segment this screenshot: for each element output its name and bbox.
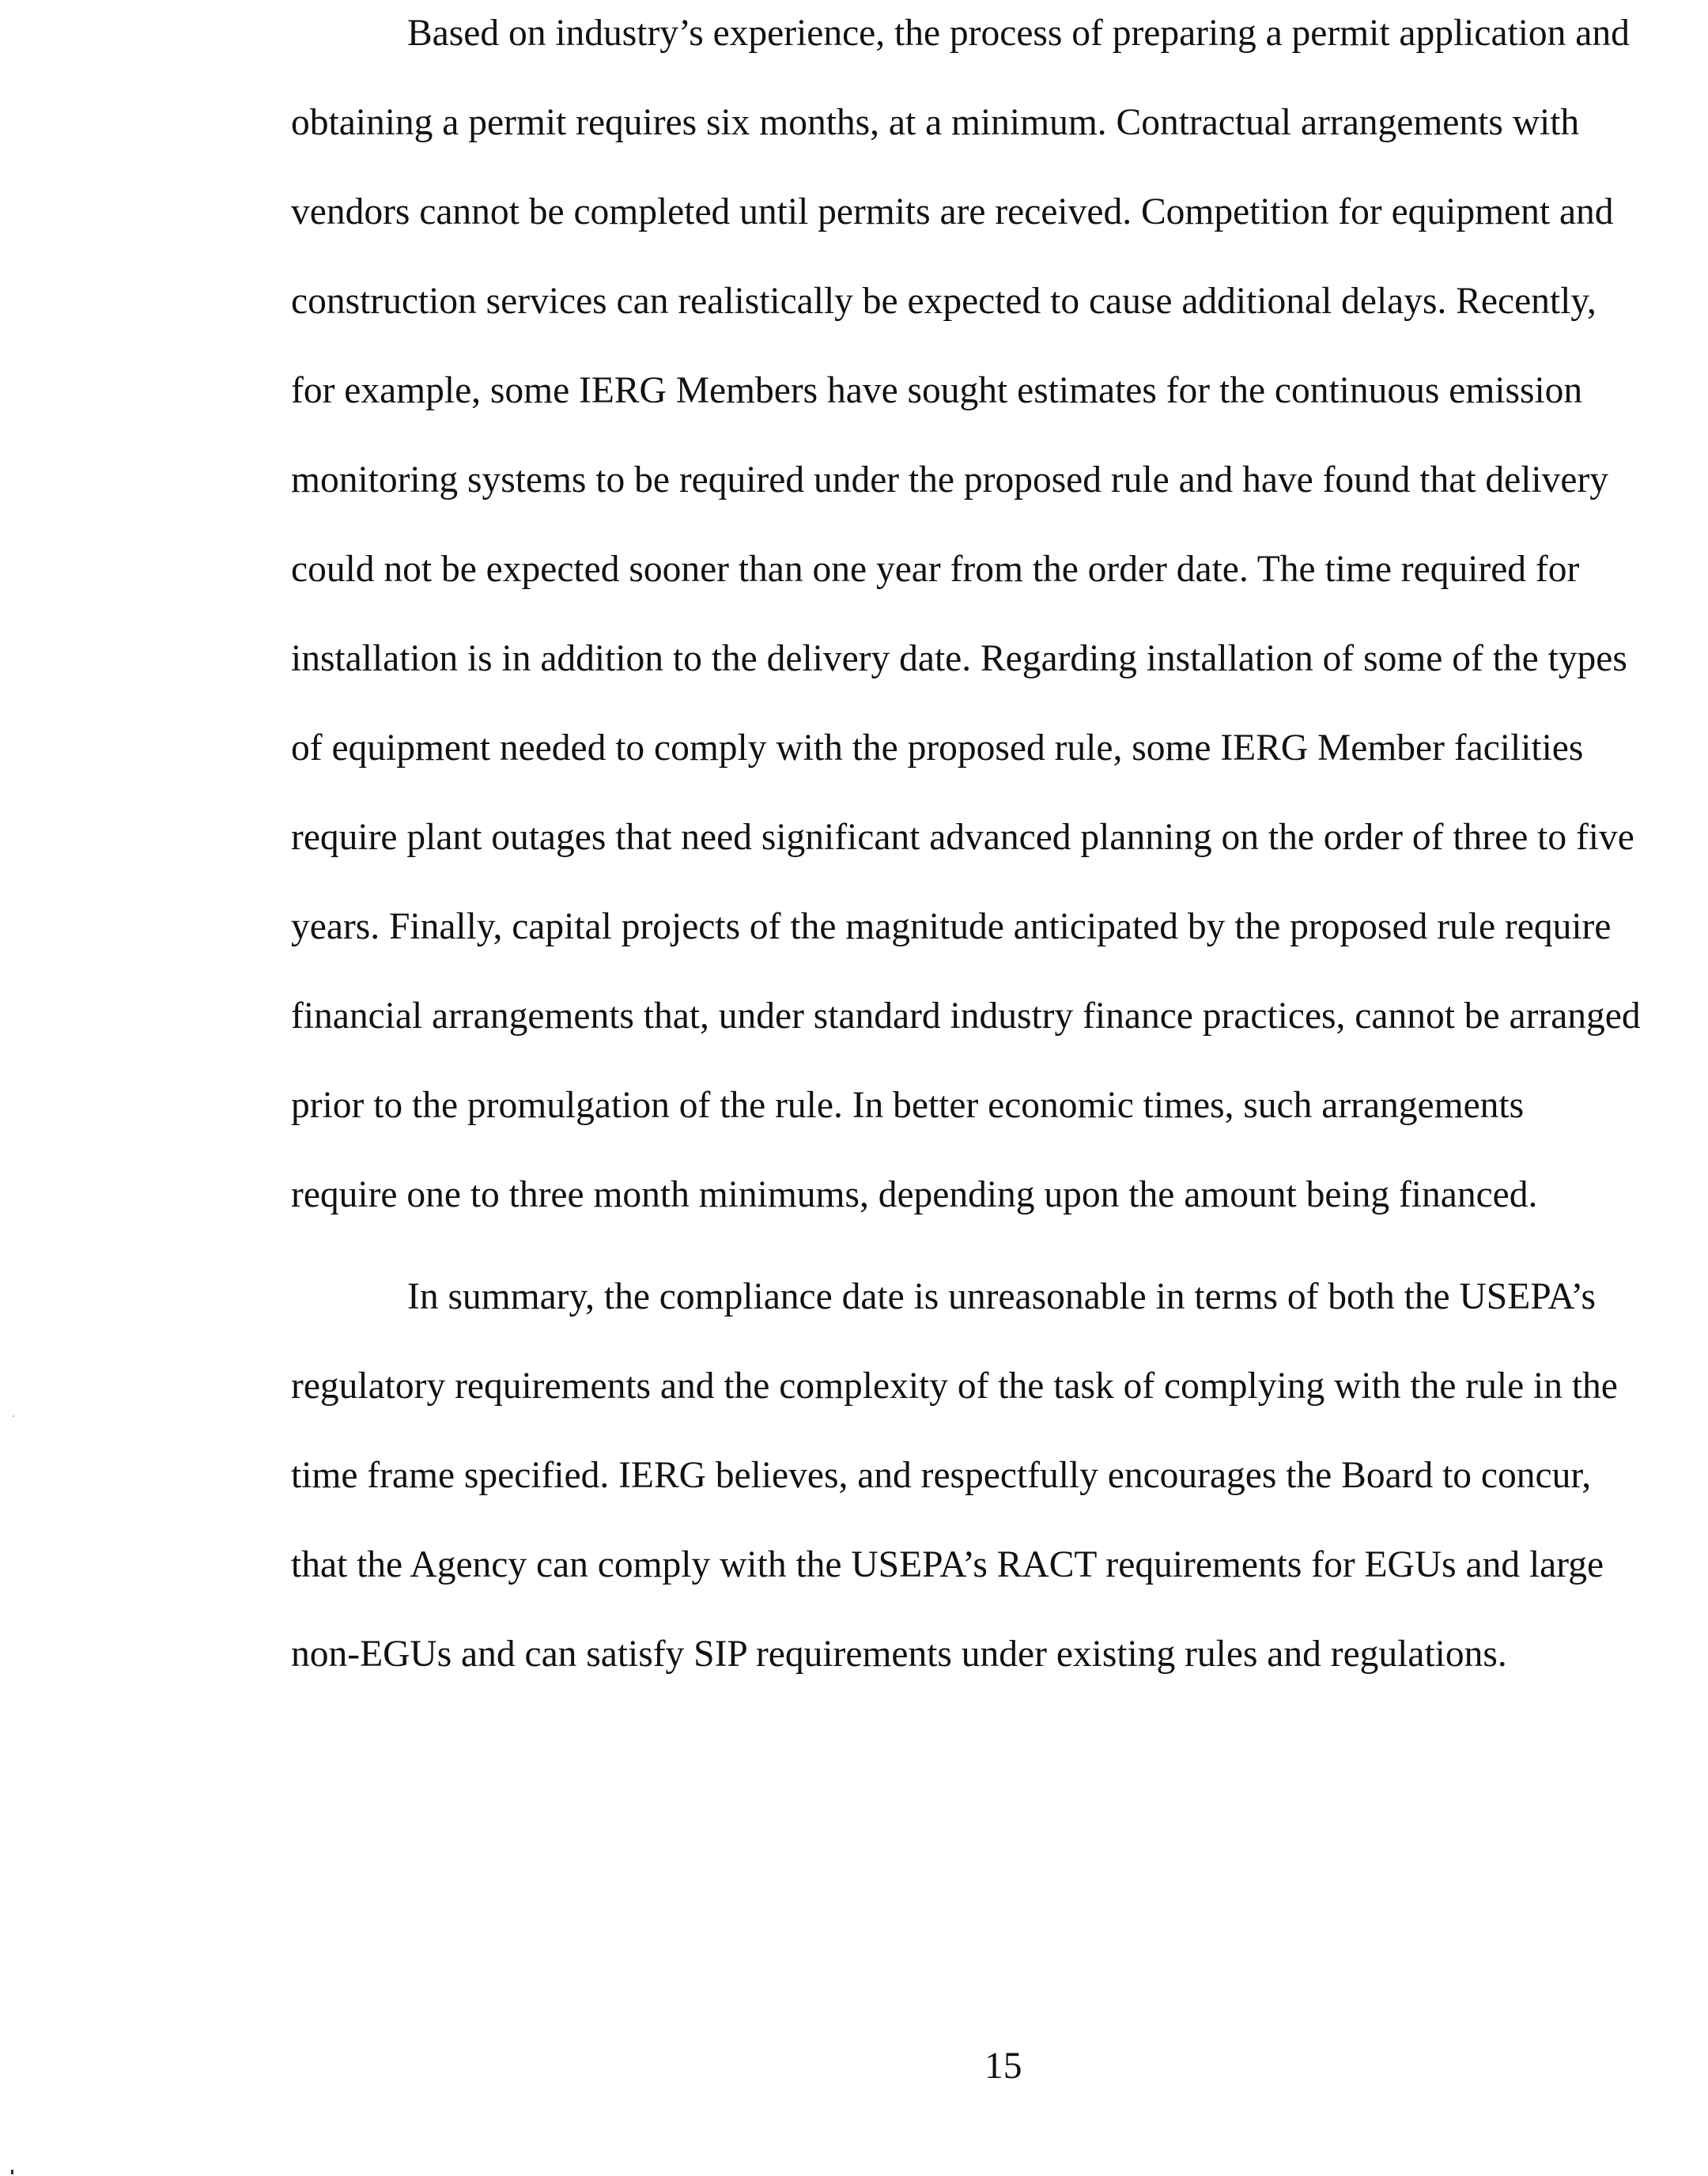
paragraph-2-line: In summary, the compliance date is unreasonable in terms of both the USEPA’s (407, 1276, 1596, 1317)
paragraph-1-line: years. Finally, capital projects of the magnitude anticipated by the proposed rule require (291, 906, 1612, 947)
paragraph-1-line: for example, some IERG Members have sought estimates for the continuous emission (291, 370, 1583, 411)
paragraph-1-line: require plant outages that need significant advanced planning on the order of three to five (291, 817, 1634, 858)
paragraph-1-line: obtaining a permit requires six months, at a minimum. Contractual arrangements with (291, 102, 1580, 143)
page-number: 15 (984, 2046, 1022, 2087)
paragraph-2-line: that the Agency can comply with the USEPA’s RACT requirements for EGUs and large (291, 1544, 1604, 1585)
paragraph-1-line: construction services can realistically be expected to cause additional delays. Recently, (291, 281, 1597, 322)
paragraph-1-line: could not be expected sooner than one year from the order date. The time required for (291, 549, 1580, 590)
paragraph-2-line: non-EGUs and can satisfy SIP requirements under existing rules and regulations. (291, 1634, 1507, 1675)
paragraph-2-line: time frame specified. IERG believes, and respectfully encourages the Board to concur, (291, 1455, 1592, 1496)
paragraph-1-line: financial arrangements that, under standard industry finance practices, cannot be arranged (291, 995, 1641, 1037)
paragraph-2-line: regulatory requirements and the complexity of the task of complying with the rule in the (291, 1366, 1618, 1407)
scan-artifact (11, 2170, 13, 2174)
paragraph-1-line: vendors cannot be completed until permits are received. Competition for equipment and (291, 191, 1614, 232)
paragraph-1-line: installation is in addition to the delivery date. Regarding installation of some of the types (291, 638, 1627, 679)
scan-artifact (13, 1415, 14, 1417)
paragraph-1-line: monitoring systems to be required under the proposed rule and have found that delivery (291, 459, 1609, 501)
paragraph-1-line: require one to three month minimums, depending upon the amount being financed. (291, 1174, 1538, 1215)
paragraph-1-line: prior to the promulgation of the rule. In better economic times, such arrangements (291, 1085, 1525, 1126)
paragraph-1-line: of equipment needed to comply with the proposed rule, some IERG Member facilities (291, 727, 1584, 769)
paragraph-1-line: Based on industry’s experience, the process of preparing a permit application and (407, 13, 1630, 54)
